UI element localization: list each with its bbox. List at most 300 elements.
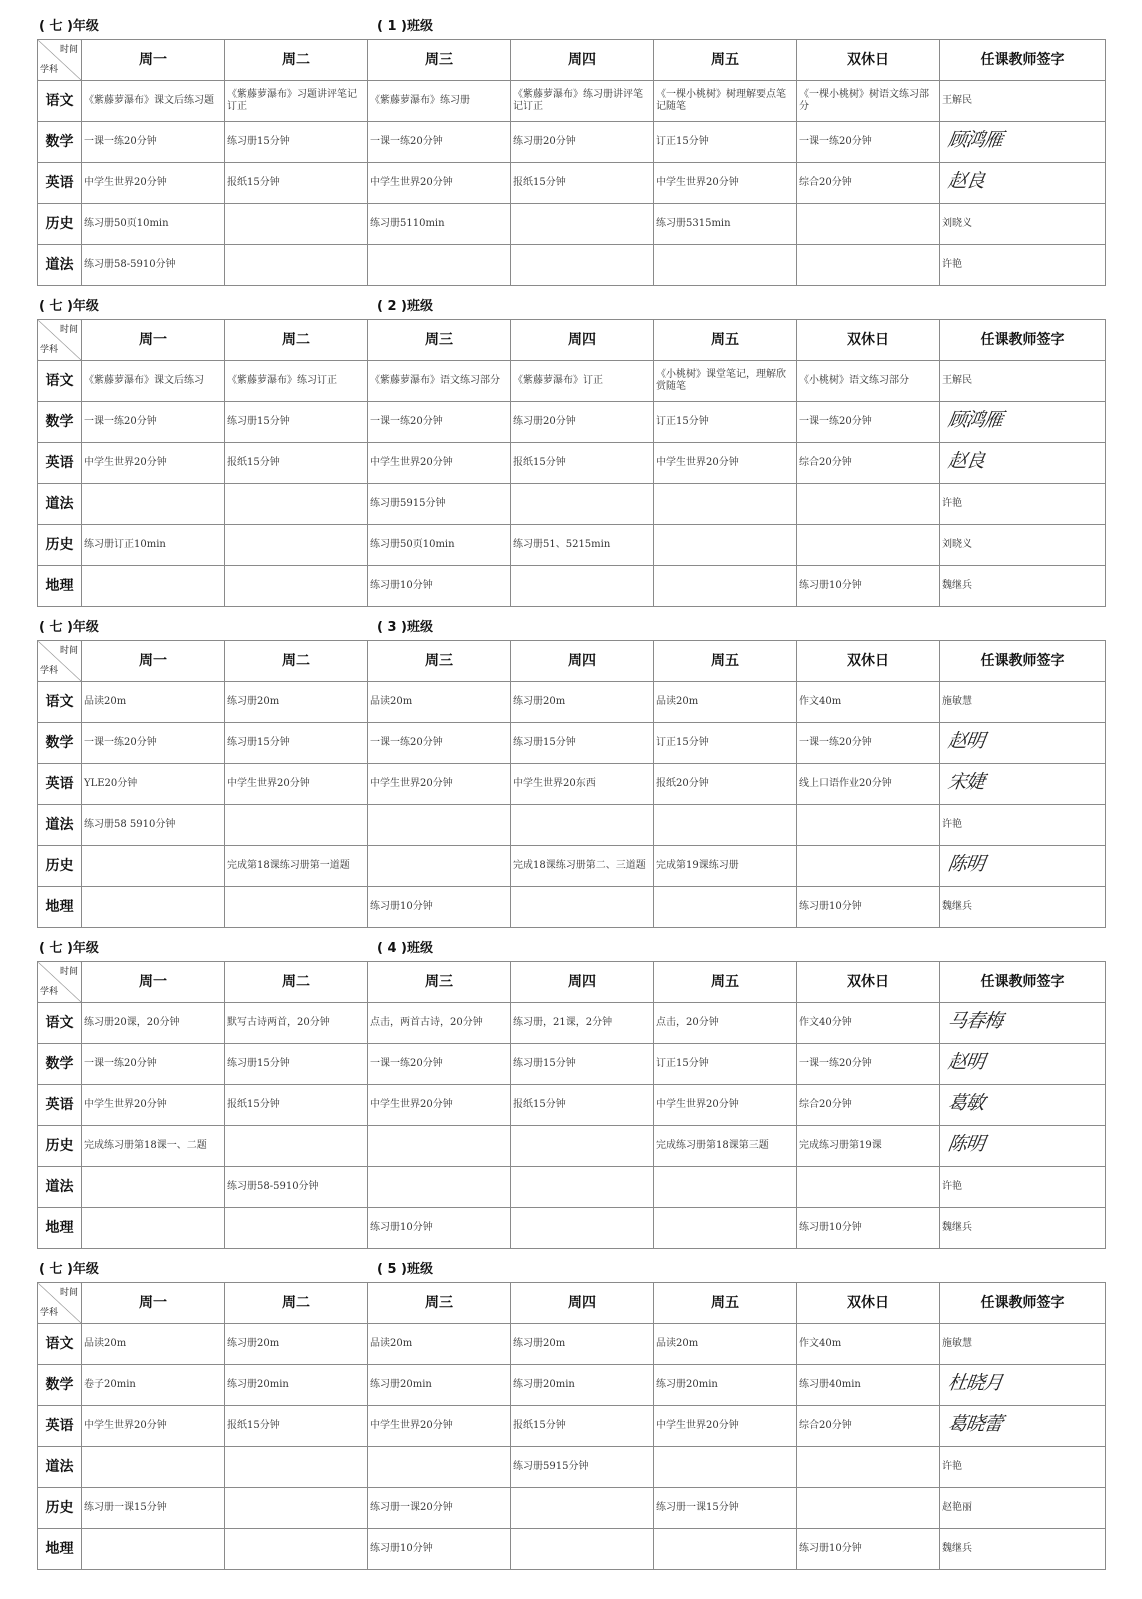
homework-cell: 报纸15分钟 (225, 1406, 368, 1447)
corner-subject-label: 学科 (40, 1308, 59, 1318)
homework-cell (511, 1126, 654, 1167)
homework-cell: 练习册一课20分钟 (368, 1488, 511, 1529)
homework-cell (654, 1167, 797, 1208)
homework-cell: 完成18课练习册第二、三道题 (511, 846, 654, 887)
day-header: 周四 (511, 641, 654, 682)
teacher-signature-cell (940, 402, 1106, 443)
homework-cell (225, 245, 368, 286)
homework-cell: 练习册15分钟 (511, 1044, 654, 1085)
teacher-name-cell: 施敏慧 (940, 682, 1106, 723)
class-label: ( 2 )班级 (377, 299, 433, 314)
homework-cell: 综合20分钟 (797, 163, 940, 204)
day-header: 周四 (511, 1283, 654, 1324)
day-header: 周三 (368, 641, 511, 682)
homework-cell: 练习册10分钟 (797, 1529, 940, 1570)
corner-subject-label: 学科 (40, 65, 59, 75)
subject-cell: 道法 (38, 484, 82, 525)
subject-row (38, 1406, 1106, 1447)
teacher-signature-cell (940, 723, 1106, 764)
homework-cell: 练习册20m (511, 682, 654, 723)
teacher-signature-cell (940, 1085, 1106, 1126)
subject-cell: 英语 (38, 443, 82, 484)
subject-row (38, 723, 1106, 764)
teacher-signature-cell (940, 163, 1106, 204)
corner-cell (38, 1283, 82, 1324)
homework-cell (511, 887, 654, 928)
homework-cell: 中学生世界20分钟 (225, 764, 368, 805)
subject-row (38, 402, 1106, 443)
corner-time-label: 时间 (59, 325, 78, 335)
homework-cell: 《紫藤萝瀑布》练习册 (368, 81, 511, 122)
day-header: 周一 (82, 641, 225, 682)
day-header: 周二 (225, 320, 368, 361)
homework-cell (797, 245, 940, 286)
homework-table (37, 319, 1106, 607)
homework-cell: 练习册20min (225, 1365, 368, 1406)
teacher-header: 任课教师签字 (940, 641, 1106, 682)
subject-cell: 数学 (38, 122, 82, 163)
class-heading (37, 1249, 1105, 1282)
subject-cell: 道法 (38, 805, 82, 846)
homework-cell: 一课一练20分钟 (368, 1044, 511, 1085)
homework-cell (797, 1167, 940, 1208)
corner-subject-label: 学科 (40, 345, 59, 355)
subject-row (38, 1126, 1106, 1167)
corner-cell (38, 320, 82, 361)
day-header: 周三 (368, 320, 511, 361)
homework-cell: 中学生世界20分钟 (654, 163, 797, 204)
homework-cell: 《紫藤萝瀑布》课文后练习题 (82, 81, 225, 122)
homework-cell: 点击，两首古诗，20分钟 (368, 1003, 511, 1044)
subject-cell: 历史 (38, 846, 82, 887)
header-row (38, 1283, 1106, 1324)
homework-cell: 完成练习册第18课第三题 (654, 1126, 797, 1167)
subject-row (38, 1208, 1106, 1249)
homework-cell (654, 805, 797, 846)
homework-cell (654, 1208, 797, 1249)
subject-row (38, 566, 1106, 607)
homework-cell: 订正15分钟 (654, 402, 797, 443)
homework-cell: 一课一练20分钟 (797, 122, 940, 163)
subject-cell: 地理 (38, 1529, 82, 1570)
teacher-signature: 顾鸿雁 (946, 409, 1004, 431)
subject-cell: 语文 (38, 81, 82, 122)
subject-row (38, 1365, 1106, 1406)
homework-cell (511, 1208, 654, 1249)
day-header: 周四 (511, 40, 654, 81)
teacher-name-cell: 施敏慧 (940, 1324, 1106, 1365)
homework-cell: 订正15分钟 (654, 122, 797, 163)
homework-cell: 报纸15分钟 (511, 1406, 654, 1447)
subject-row (38, 122, 1106, 163)
teacher-name-cell: 许艳 (940, 484, 1106, 525)
teacher-signature-cell (940, 1044, 1106, 1085)
homework-cell: 练习册58 5910分钟 (82, 805, 225, 846)
teacher-signature: 葛敏 (946, 1092, 986, 1114)
day-header: 周三 (368, 40, 511, 81)
homework-cell: 练习册5915分钟 (511, 1447, 654, 1488)
teacher-signature-cell (940, 122, 1106, 163)
teacher-signature-cell (940, 1003, 1106, 1044)
homework-cell: 练习册5315min (654, 204, 797, 245)
homework-cell: 练习册50页10min (368, 525, 511, 566)
homework-cell: 练习册15分钟 (511, 723, 654, 764)
homework-cell: 《紫藤萝瀑布》练习订正 (225, 361, 368, 402)
teacher-signature: 马春梅 (946, 1010, 1004, 1032)
homework-cell: 《紫藤萝瀑布》练习册讲评笔记订正 (511, 81, 654, 122)
day-header: 周四 (511, 320, 654, 361)
subject-row (38, 887, 1106, 928)
subject-row (38, 525, 1106, 566)
subject-row (38, 484, 1106, 525)
homework-cell (225, 1488, 368, 1529)
subject-row (38, 245, 1106, 286)
homework-cell (225, 887, 368, 928)
homework-cell: 品读20m (654, 682, 797, 723)
day-header: 周五 (654, 1283, 797, 1324)
homework-cell: 报纸20分钟 (654, 764, 797, 805)
homework-cell (368, 846, 511, 887)
homework-cell: 一课一练20分钟 (368, 402, 511, 443)
teacher-name-cell: 王解民 (940, 361, 1106, 402)
homework-cell (797, 805, 940, 846)
teacher-signature-cell (940, 1126, 1106, 1167)
homework-cell (654, 484, 797, 525)
class-heading (37, 6, 1105, 39)
subject-row (38, 1085, 1106, 1126)
homework-cell: 一课一练20分钟 (368, 122, 511, 163)
subject-cell: 道法 (38, 1167, 82, 1208)
subject-cell: 地理 (38, 566, 82, 607)
subject-row (38, 361, 1106, 402)
homework-cell (225, 805, 368, 846)
day-header: 周五 (654, 962, 797, 1003)
homework-cell (797, 525, 940, 566)
grade-label: ( 七 )年级 (39, 941, 99, 956)
homework-cell (82, 566, 225, 607)
homework-cell (654, 566, 797, 607)
teacher-header: 任课教师签字 (940, 40, 1106, 81)
homework-cell: 作文40m (797, 1324, 940, 1365)
teacher-name-cell: 魏继兵 (940, 566, 1106, 607)
day-header: 周二 (225, 1283, 368, 1324)
teacher-name-cell: 许艳 (940, 1447, 1106, 1488)
corner-cell (38, 40, 82, 81)
homework-cell (797, 484, 940, 525)
teacher-signature: 陈明 (946, 1133, 986, 1155)
day-header: 周五 (654, 641, 797, 682)
homework-cell (797, 1488, 940, 1529)
homework-cell: 卷子20min (82, 1365, 225, 1406)
homework-cell: 练习册50页10min (82, 204, 225, 245)
homework-cell: 《小桃树》语文练习部分 (797, 361, 940, 402)
homework-cell: 订正15分钟 (654, 1044, 797, 1085)
day-header: 周一 (82, 962, 225, 1003)
teacher-signature: 葛晓蕾 (946, 1413, 1004, 1435)
class-label: ( 1 )班级 (377, 19, 433, 34)
subject-row (38, 805, 1106, 846)
homework-cell: 《紫藤萝瀑布》语文练习部分 (368, 361, 511, 402)
teacher-signature-cell (940, 1365, 1106, 1406)
homework-cell: 作文40m (797, 682, 940, 723)
homework-cell (82, 846, 225, 887)
homework-cell: 练习册10分钟 (368, 887, 511, 928)
homework-cell: 练习册10分钟 (368, 1529, 511, 1570)
corner-time-label: 时间 (59, 45, 78, 55)
homework-cell (654, 525, 797, 566)
homework-cell: 练习册订正10min (82, 525, 225, 566)
homework-cell: 一课一练20分钟 (797, 723, 940, 764)
homework-cell (654, 1529, 797, 1570)
day-header: 双休日 (797, 641, 940, 682)
subject-cell: 数学 (38, 723, 82, 764)
homework-cell: 品读20m (368, 1324, 511, 1365)
homework-cell (511, 1167, 654, 1208)
teacher-name-cell: 许艳 (940, 1167, 1106, 1208)
subject-cell: 数学 (38, 402, 82, 443)
homework-cell: 一课一练20分钟 (368, 723, 511, 764)
homework-cell: 综合20分钟 (797, 1085, 940, 1126)
homework-cell: 线上口语作业20分钟 (797, 764, 940, 805)
homework-cell (511, 1529, 654, 1570)
subject-cell: 语文 (38, 682, 82, 723)
class-label: ( 4 )班级 (377, 941, 433, 956)
teacher-header: 任课教师签字 (940, 1283, 1106, 1324)
grade-label: ( 七 )年级 (39, 299, 99, 314)
homework-sheet (37, 6, 1105, 1570)
homework-cell: 《一棵小桃树》树语文练习部分 (797, 81, 940, 122)
day-header: 周五 (654, 320, 797, 361)
subject-row (38, 1529, 1106, 1570)
teacher-signature: 顾鸿雁 (946, 129, 1004, 151)
homework-cell: 《小桃树》课堂笔记，理解欣赏随笔 (654, 361, 797, 402)
day-header: 周一 (82, 1283, 225, 1324)
teacher-name-cell: 刘晓义 (940, 204, 1106, 245)
homework-cell: 练习册15分钟 (225, 402, 368, 443)
header-row (38, 40, 1106, 81)
homework-cell (225, 1529, 368, 1570)
teacher-signature-cell (940, 764, 1106, 805)
subject-row (38, 1488, 1106, 1529)
homework-cell: 中学生世界20分钟 (654, 1406, 797, 1447)
homework-cell (511, 566, 654, 607)
day-header: 周一 (82, 40, 225, 81)
homework-cell: 一课一练20分钟 (797, 1044, 940, 1085)
homework-cell: 默写古诗两首，20分钟 (225, 1003, 368, 1044)
homework-cell: 练习册20min (368, 1365, 511, 1406)
teacher-signature-cell (940, 443, 1106, 484)
subject-cell: 历史 (38, 1488, 82, 1529)
subject-row (38, 764, 1106, 805)
teacher-name-cell: 许艳 (940, 805, 1106, 846)
homework-cell: 完成练习册第19课 (797, 1126, 940, 1167)
subject-row (38, 1324, 1106, 1365)
homework-cell: 《紫藤萝瀑布》课文后练习 (82, 361, 225, 402)
homework-cell (82, 1208, 225, 1249)
subject-cell: 历史 (38, 1126, 82, 1167)
homework-cell: 中学生世界20分钟 (82, 443, 225, 484)
homework-cell: 练习册10分钟 (797, 566, 940, 607)
homework-cell (225, 484, 368, 525)
homework-cell (368, 1126, 511, 1167)
homework-cell: 练习册15分钟 (225, 723, 368, 764)
subject-cell: 道法 (38, 245, 82, 286)
grade-label: ( 七 )年级 (39, 1262, 99, 1277)
homework-cell: 中学生世界20分钟 (654, 443, 797, 484)
homework-cell: 练习册15分钟 (225, 1044, 368, 1085)
teacher-name-cell: 刘晓义 (940, 525, 1106, 566)
teacher-name-cell: 许艳 (940, 245, 1106, 286)
homework-cell: 练习册58-5910分钟 (225, 1167, 368, 1208)
homework-cell (654, 245, 797, 286)
homework-cell: 报纸15分钟 (225, 443, 368, 484)
homework-cell (368, 805, 511, 846)
subject-cell: 语文 (38, 1324, 82, 1365)
subject-cell: 数学 (38, 1044, 82, 1085)
homework-cell (797, 846, 940, 887)
teacher-signature-cell (940, 1406, 1106, 1447)
subject-row (38, 204, 1106, 245)
homework-cell (225, 1447, 368, 1488)
homework-cell: 练习册20课，20分钟 (82, 1003, 225, 1044)
homework-cell: 完成第18课练习册第一道题 (225, 846, 368, 887)
homework-cell: 中学生世界20分钟 (82, 163, 225, 204)
header-row (38, 320, 1106, 361)
homework-cell: 作文40分钟 (797, 1003, 940, 1044)
subject-row (38, 1167, 1106, 1208)
subject-cell: 地理 (38, 887, 82, 928)
homework-cell: 中学生世界20分钟 (368, 1406, 511, 1447)
day-header: 双休日 (797, 320, 940, 361)
homework-cell: 一课一练20分钟 (82, 723, 225, 764)
subject-row (38, 443, 1106, 484)
subject-cell: 数学 (38, 1365, 82, 1406)
subject-row (38, 1447, 1106, 1488)
subject-cell: 英语 (38, 163, 82, 204)
grade-label: ( 七 )年级 (39, 620, 99, 635)
homework-cell (511, 805, 654, 846)
homework-cell (82, 1167, 225, 1208)
header-row (38, 962, 1106, 1003)
subject-cell: 道法 (38, 1447, 82, 1488)
class-block (37, 6, 1105, 286)
day-header: 周二 (225, 962, 368, 1003)
class-block (37, 286, 1105, 607)
homework-cell (511, 204, 654, 245)
homework-cell (225, 1208, 368, 1249)
homework-cell: 练习册10分钟 (797, 1208, 940, 1249)
homework-cell: 《一棵小桃树》树理解要点笔记随笔 (654, 81, 797, 122)
day-header: 周二 (225, 641, 368, 682)
homework-cell: 报纸15分钟 (225, 1085, 368, 1126)
homework-cell: 练习册，21课，2分钟 (511, 1003, 654, 1044)
teacher-header: 任课教师签字 (940, 320, 1106, 361)
subject-row (38, 1044, 1106, 1085)
teacher-signature: 赵明 (946, 1051, 986, 1073)
homework-cell: 练习册20m (225, 1324, 368, 1365)
day-header: 周五 (654, 40, 797, 81)
subject-row (38, 163, 1106, 204)
homework-cell: 中学生世界20分钟 (82, 1085, 225, 1126)
teacher-name-cell: 魏继兵 (940, 1529, 1106, 1570)
teacher-name-cell: 魏继兵 (940, 1208, 1106, 1249)
corner-cell (38, 962, 82, 1003)
day-header: 周一 (82, 320, 225, 361)
homework-cell (82, 1447, 225, 1488)
homework-cell: 中学生世界20分钟 (82, 1406, 225, 1447)
homework-cell: 练习册20min (654, 1365, 797, 1406)
homework-cell (225, 566, 368, 607)
homework-cell: 练习册5915分钟 (368, 484, 511, 525)
homework-cell: 练习册15分钟 (225, 122, 368, 163)
homework-cell: 报纸15分钟 (225, 163, 368, 204)
homework-cell: 练习册10分钟 (368, 566, 511, 607)
homework-cell: 综合20分钟 (797, 443, 940, 484)
homework-cell: 中学生世界20分钟 (654, 1085, 797, 1126)
homework-cell (368, 1447, 511, 1488)
subject-cell: 语文 (38, 361, 82, 402)
subject-cell: 语文 (38, 1003, 82, 1044)
teacher-name-cell: 赵艳丽 (940, 1488, 1106, 1529)
teacher-signature: 陈明 (946, 853, 986, 875)
corner-time-label: 时间 (59, 1288, 78, 1298)
homework-cell (797, 204, 940, 245)
corner-cell (38, 641, 82, 682)
homework-cell: 一课一练20分钟 (797, 402, 940, 443)
subject-cell: 英语 (38, 1085, 82, 1126)
subject-row (38, 682, 1106, 723)
grade-label: ( 七 )年级 (39, 19, 99, 34)
class-block (37, 1249, 1105, 1570)
corner-subject-label: 学科 (40, 987, 59, 997)
subject-cell: 英语 (38, 764, 82, 805)
teacher-signature: 赵良 (946, 170, 986, 192)
homework-cell: 中学生世界20分钟 (368, 163, 511, 204)
homework-cell: 《紫藤萝瀑布》习题讲评笔记订正 (225, 81, 368, 122)
homework-cell: 《紫藤萝瀑布》订正 (511, 361, 654, 402)
teacher-signature: 宋婕 (946, 771, 986, 793)
homework-cell: 练习册一课15分钟 (654, 1488, 797, 1529)
homework-cell: 品读20m (82, 1324, 225, 1365)
teacher-signature-cell (940, 846, 1106, 887)
homework-cell: 练习册20m (225, 682, 368, 723)
homework-cell: 练习册10分钟 (368, 1208, 511, 1249)
homework-cell (797, 1447, 940, 1488)
class-label: ( 5 )班级 (377, 1262, 433, 1277)
homework-cell: 品读20m (654, 1324, 797, 1365)
teacher-signature: 赵良 (946, 450, 986, 472)
homework-cell: 练习册一课15分钟 (82, 1488, 225, 1529)
class-heading (37, 928, 1105, 961)
homework-cell (82, 484, 225, 525)
subject-cell: 英语 (38, 1406, 82, 1447)
homework-cell: 中学生世界20东西 (511, 764, 654, 805)
homework-cell (82, 1529, 225, 1570)
teacher-name-cell: 魏继兵 (940, 887, 1106, 928)
homework-cell: 练习册20分钟 (511, 402, 654, 443)
homework-cell (368, 245, 511, 286)
subject-row (38, 846, 1106, 887)
day-header: 双休日 (797, 962, 940, 1003)
day-header: 周四 (511, 962, 654, 1003)
homework-cell: 练习册58-5910分钟 (82, 245, 225, 286)
homework-cell: 一课一练20分钟 (82, 122, 225, 163)
teacher-header: 任课教师签字 (940, 962, 1106, 1003)
header-row (38, 641, 1106, 682)
class-block (37, 607, 1105, 928)
homework-cell (654, 887, 797, 928)
homework-cell: 一课一练20分钟 (82, 1044, 225, 1085)
